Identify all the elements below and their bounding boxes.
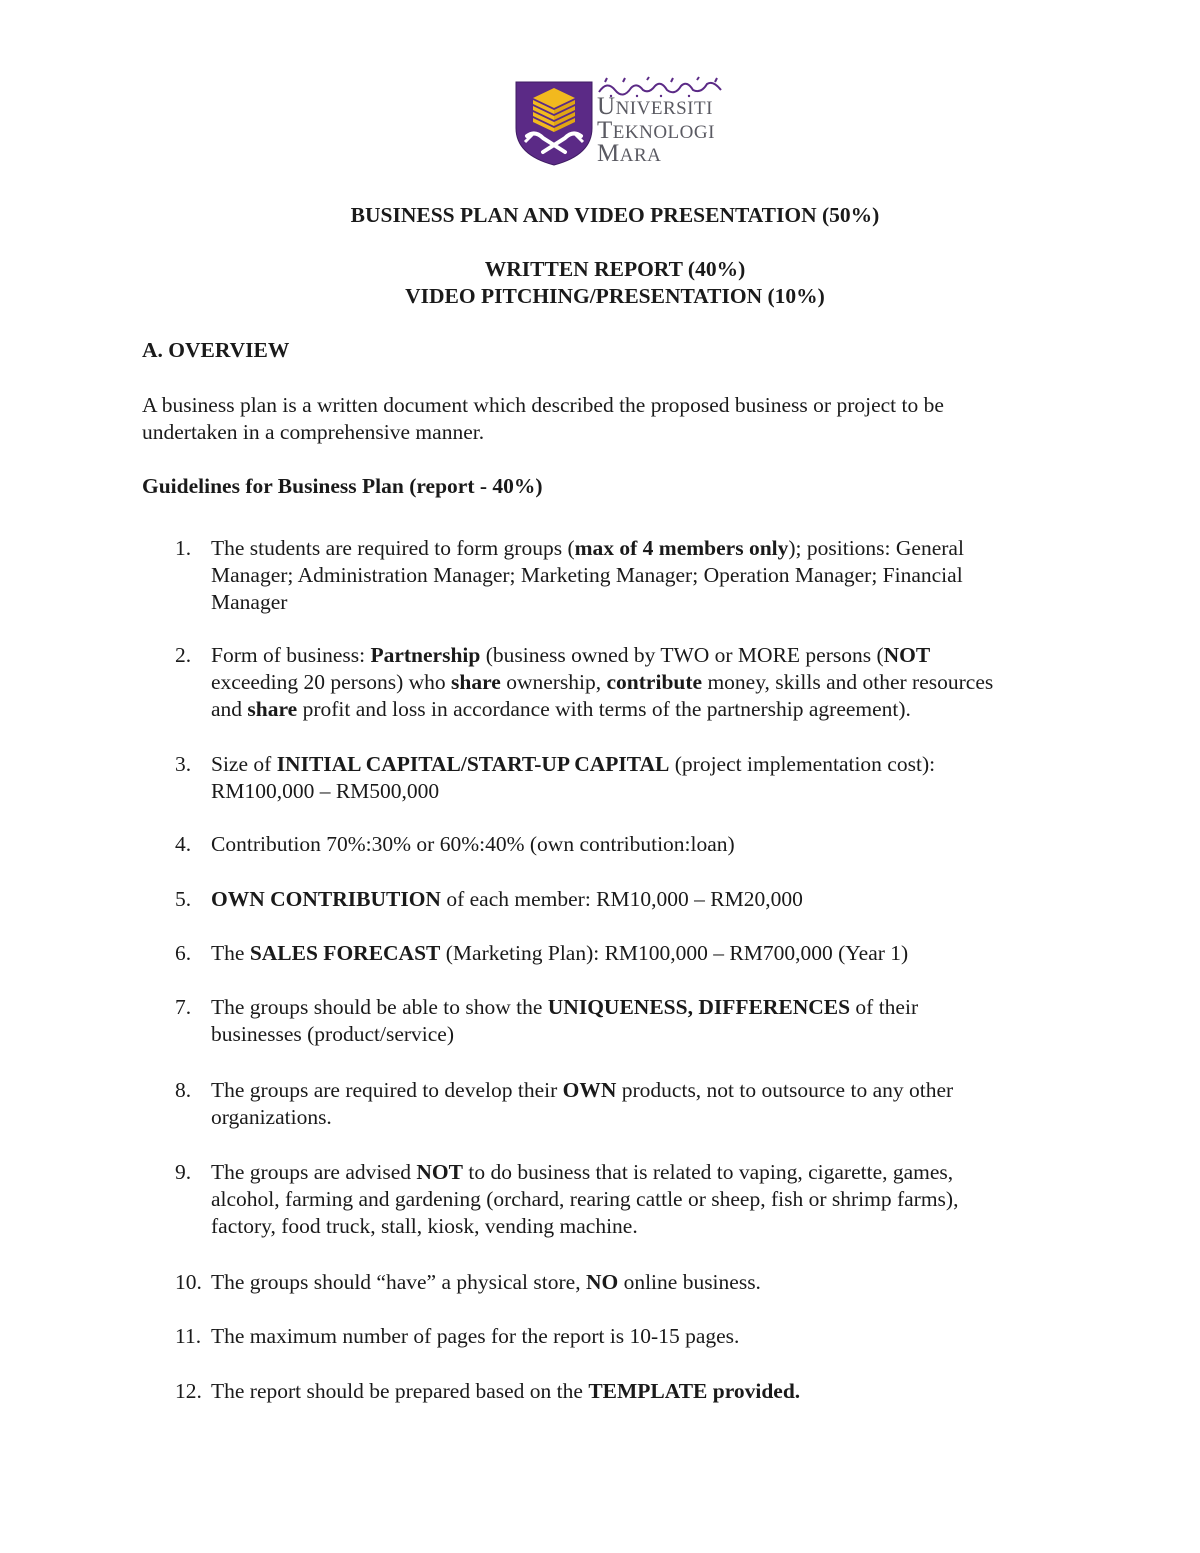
item-number: 9.	[175, 1160, 192, 1184]
item-number: 1.	[175, 536, 192, 560]
item-text: OWN CONTRIBUTION of each member: RM10,000 – RM20,000	[211, 887, 803, 911]
logo-word-mara: MARA	[597, 140, 662, 167]
item-number: 12.	[175, 1379, 202, 1403]
guideline-item	[175, 535, 1075, 617]
overview-heading: A. OVERVIEW	[142, 338, 290, 362]
guideline-item	[175, 751, 1075, 805]
item-number: 6.	[175, 941, 192, 965]
item-number: 10.	[175, 1270, 202, 1294]
item-text: The groups are advised NOT to do business that is related to vaping, cigarette, games, alcohol, farming and gardening (orchard, rearing cattle or sheep, fish or shrimp farms), factory, food truck, stall, kiosk, vending machine.	[211, 1160, 959, 1239]
overview-text-line-1: A business plan is a written document which described the proposed business or project to be	[142, 393, 944, 417]
item-number: 2.	[175, 643, 192, 667]
item-text: The groups should be able to show the UNIQUENESS, DIFFERENCES of their businesses (product/service)	[211, 995, 919, 1047]
item-text: The groups are required to develop their OWN products, not to outsource to any other organizations.	[211, 1078, 954, 1130]
document-subtitle-report: WRITTEN REPORT (40%)	[484, 257, 746, 281]
overview-text-line-2: undertaken in a comprehensive manner.	[142, 420, 485, 444]
item-text: The students are required to form groups (max of 4 members only); positions: General Manager; Administration Manager; Marketing Manager; Operation Manager; Financial Manager	[211, 536, 964, 615]
guideline-item	[175, 831, 1075, 858]
guideline-item	[175, 886, 1075, 913]
guideline-item	[175, 940, 1075, 967]
uitm-logo	[513, 76, 725, 168]
logo-word-universiti: UNIVERSITI	[597, 93, 713, 120]
document-subtitle-video: VIDEO PITCHING/PRESENTATION (10%)	[405, 284, 825, 308]
guideline-item	[175, 1378, 1075, 1405]
guidelines-heading: Guidelines for Business Plan (report - 40%)	[142, 474, 543, 498]
item-text: The maximum number of pages for the report is 10-15 pages.	[211, 1324, 740, 1348]
item-text: The groups should “have” a physical store, NO online business.	[211, 1270, 761, 1294]
guideline-item	[175, 642, 1075, 724]
item-text: The report should be prepared based on the TEMPLATE provided.	[211, 1379, 801, 1403]
item-number: 7.	[175, 995, 192, 1019]
item-text: Form of business: Partnership (business owned by TWO or MORE persons (NOT exceeding 20 persons) who share ownership, contribute money, skills and other resources and share profit and loss in accordance with terms of the partnership agreement).	[211, 643, 994, 722]
item-text: Size of INITIAL CAPITAL/START-UP CAPITAL (project implementation cost): RM100,000 – RM500,000	[211, 752, 936, 804]
guideline-item	[175, 994, 1075, 1048]
item-number: 8.	[175, 1078, 192, 1102]
item-number: 5.	[175, 887, 192, 911]
guideline-item	[175, 1269, 1075, 1296]
guideline-item	[175, 1077, 1075, 1131]
item-text: The SALES FORECAST (Marketing Plan): RM100,000 – RM700,000 (Year 1)	[211, 941, 909, 965]
logo-word-teknologi: TEKNOLOGI	[597, 117, 715, 144]
item-number: 11.	[175, 1324, 202, 1348]
item-number: 4.	[175, 832, 192, 856]
guideline-item	[175, 1159, 1075, 1241]
guideline-item	[175, 1323, 1075, 1350]
university-crest-icon	[513, 80, 595, 166]
document-title: BUSINESS PLAN AND VIDEO PRESENTATION (50%)	[350, 203, 880, 227]
item-text: Contribution 70%:30% or 60%:40% (own contribution:loan)	[211, 832, 735, 856]
arabic-script-icon	[597, 76, 725, 98]
item-number: 3.	[175, 752, 192, 776]
